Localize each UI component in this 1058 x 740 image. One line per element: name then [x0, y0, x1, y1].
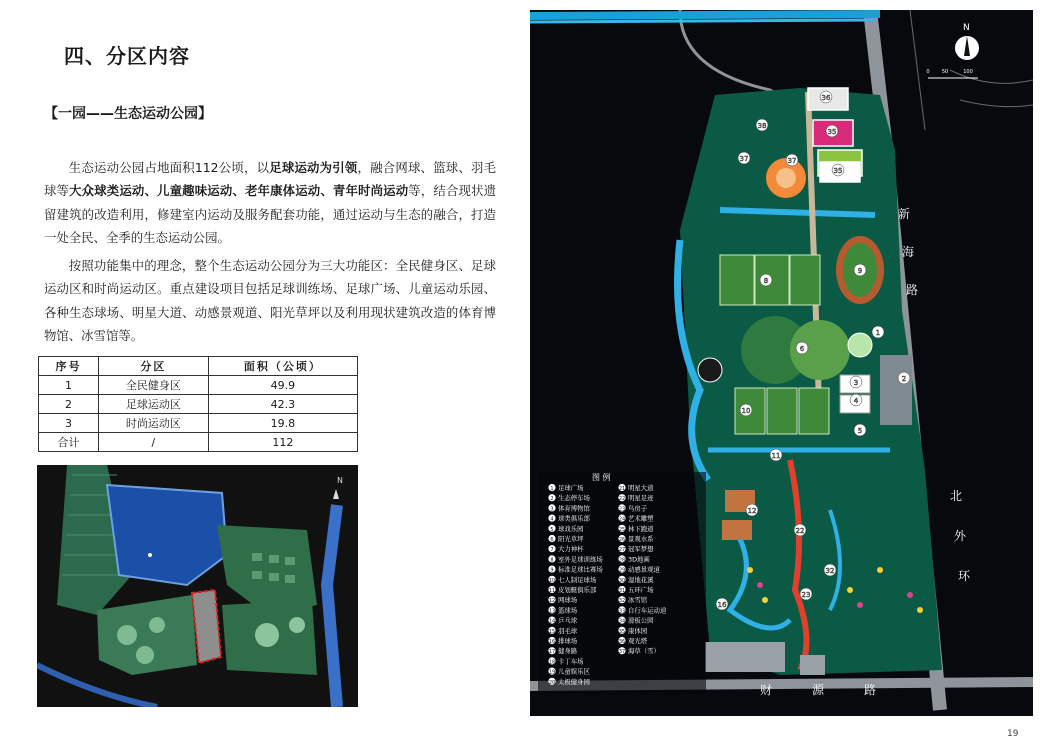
- map-label: 10: [741, 407, 751, 415]
- map-label: 8: [763, 277, 769, 285]
- page-number: 19: [1007, 729, 1019, 739]
- legend-number: 13: [548, 608, 556, 615]
- legend-number: 34: [618, 618, 626, 625]
- cell-zone: 足球运动区: [99, 395, 209, 414]
- masterplan-image: [530, 10, 1033, 716]
- body-text: 按照功能集中的理念，整个生态运动公园分为三大功能区：全民健身区、足球运动区和时尚运动区。重点建设项目包括足球训练场、足球广场、儿童运动乐园、各种生态球场、明星大道、动感景观道、阳光草坪以及利用现状建筑改造的体育博物馆、冰雪馆等。: [44, 258, 496, 344]
- map-label: 4: [853, 397, 859, 405]
- col-header-area: 面积（公顷）: [208, 357, 357, 376]
- legend-item: 康体园: [628, 626, 648, 635]
- scale-tick: 100: [963, 69, 973, 75]
- road-label-caiyuan-2: 源: [812, 683, 825, 697]
- legend-number: 6: [550, 537, 554, 543]
- zoning-paragraph: [44, 254, 496, 348]
- scale-tick: 0: [926, 69, 930, 75]
- legend-number: 11: [548, 588, 556, 594]
- table-row: [39, 376, 358, 395]
- table-row: [39, 433, 358, 452]
- legend-item: 网球场: [558, 596, 578, 605]
- legend-number: 2: [550, 496, 554, 503]
- map-label: 22: [795, 527, 805, 535]
- map-label: 2: [901, 375, 907, 383]
- legend-number: 5: [550, 526, 554, 533]
- map-label: 35: [827, 128, 837, 136]
- legend-number: 37: [618, 649, 626, 656]
- map-label: 11: [771, 452, 781, 460]
- road-label-xinhai-1: 新: [898, 207, 911, 221]
- legend-number: 29: [618, 567, 626, 574]
- legend-number: 21: [618, 486, 626, 492]
- legend-item: 健身路: [558, 647, 578, 656]
- legend-number: 31: [618, 588, 626, 594]
- legend-number: 26: [618, 537, 626, 543]
- legend-item: 五环广场: [628, 586, 654, 594]
- table-row: [39, 414, 358, 433]
- legend-item: 海草（雪）: [628, 647, 660, 656]
- legend-number: 23: [618, 506, 626, 513]
- legend-item: 明星足迹: [628, 494, 654, 503]
- legend-number: 19: [548, 669, 556, 676]
- legend-number: 33: [618, 608, 626, 615]
- legend-number: 20: [548, 679, 556, 686]
- map-label: 12: [747, 507, 757, 515]
- road-label-beiwaihuan-1: 北: [950, 489, 963, 503]
- cell-zone: 全民健身区: [99, 376, 209, 395]
- map-label: 38: [757, 122, 767, 130]
- legend-item: 儿童娱乐区: [558, 667, 590, 676]
- map-label: 37: [787, 157, 797, 165]
- legend-number: 9: [550, 567, 554, 574]
- park-subheading: 【一园——生态运动公园】: [44, 106, 212, 122]
- legend-item: 鸟房子: [628, 504, 648, 513]
- legend-item: 3D地画: [628, 555, 650, 564]
- road-label-xinhai-3: 路: [906, 283, 919, 297]
- cell-index: 1: [39, 376, 99, 395]
- legend-item: 滑板公园: [628, 616, 654, 625]
- legend-number: 22: [618, 496, 626, 503]
- map-label: 1: [875, 329, 881, 337]
- location-minimap: [37, 465, 358, 707]
- legend-item: 艺术雕塑: [628, 514, 654, 523]
- cell-area: 19.8: [208, 414, 357, 433]
- legend-item: 观光塔: [628, 637, 648, 645]
- body-text: 等，结合现状遗留建筑的改造利用，修建室内运动及服务配套功能，通过运动与生态的融合，打造一处全民、全季的生态运动公园。: [44, 183, 497, 246]
- masterplan-map: [530, 10, 1033, 716]
- map-label: 32: [825, 567, 835, 575]
- body-text: ，融合网球、篮球、羽毛球等: [44, 160, 496, 199]
- legend-number: 27: [618, 547, 626, 554]
- legend-item: 太极健身园: [558, 677, 590, 686]
- legend-item: 湿地花溪: [628, 575, 654, 584]
- legend-title: 图 例: [592, 473, 611, 482]
- legend-item: 冰雪馆: [628, 596, 648, 605]
- legend-number: 32: [618, 598, 626, 605]
- cell-area: 42.3: [208, 395, 357, 414]
- zone-area-table: [38, 356, 358, 452]
- cell-area: 112: [208, 433, 357, 452]
- cell-zone: 时尚运动区: [99, 414, 209, 433]
- map-label: 5: [857, 427, 863, 435]
- legend-item: 自行车运动道: [628, 606, 667, 615]
- legend-number: 12: [548, 598, 556, 605]
- col-header-index: 序号: [39, 357, 99, 376]
- scale-tick: 50: [941, 69, 949, 75]
- legend-item: 球类俱乐部: [558, 514, 590, 523]
- cell-index: 3: [39, 414, 99, 433]
- emphasis-text: 大众球类运动、儿童趣味运动、老年康体运动、青年时尚运动: [69, 183, 409, 199]
- legend-number: 25: [618, 526, 626, 533]
- legend-item: 冠军梦想: [628, 545, 654, 554]
- legend-number: 8: [550, 557, 554, 564]
- map-label: 16: [717, 601, 727, 609]
- legend-item: 大力神杯: [558, 545, 584, 554]
- legend-item: 生态停车场: [558, 494, 590, 503]
- road-label-caiyuan-3: 路: [864, 683, 877, 697]
- intro-paragraph: [44, 156, 496, 250]
- legend-number: 35: [618, 628, 626, 635]
- legend-item: 足球广场: [558, 484, 584, 492]
- legend-item: 球戏乐园: [558, 524, 584, 533]
- legend-item: 卡丁车场: [558, 657, 584, 666]
- emphasis-text: 足球运动为引领: [269, 160, 358, 175]
- legend-number: 28: [618, 557, 626, 564]
- legend-item: 景观水系: [628, 535, 654, 543]
- legend-item: 排球场: [558, 637, 578, 645]
- map-label: 23: [801, 591, 811, 599]
- map-label: 9: [857, 267, 863, 275]
- legend-item: 乒乓球: [558, 616, 578, 625]
- legend-item: 羽毛球: [558, 626, 578, 635]
- legend-item: 动感景观道: [628, 565, 660, 574]
- legend-item: 林下跑道: [628, 524, 654, 533]
- legend-item: 标准足球比赛场: [558, 565, 603, 574]
- legend-number: 30: [618, 577, 626, 584]
- body-text: 生态运动公园占地面积112公顷，以: [68, 160, 270, 175]
- section-heading: 四、分区内容: [64, 44, 190, 68]
- col-header-zone: 分区: [99, 357, 209, 376]
- map-label: 36: [821, 94, 831, 102]
- minimap-image: [37, 465, 358, 707]
- table-header-row: [39, 357, 358, 376]
- road-label-beiwaihuan-3: 环: [958, 569, 971, 583]
- legend-number: 4: [550, 516, 554, 523]
- legend-number: 16: [548, 639, 556, 645]
- legend-number: 3: [550, 506, 554, 513]
- legend-item: 体育博物馆: [558, 504, 590, 513]
- minimap-north-label: N: [337, 476, 343, 485]
- legend-item: 七人制足球场: [558, 575, 597, 584]
- legend-number: 18: [548, 659, 556, 666]
- cell-index: 合计: [39, 433, 99, 452]
- legend-number: 36: [618, 639, 626, 645]
- map-label: 3: [853, 379, 859, 387]
- legend-number: 17: [548, 649, 556, 656]
- legend-number: 14: [548, 618, 556, 625]
- map-label: 6: [799, 345, 805, 353]
- legend-item: 皮划艇俱乐部: [558, 586, 597, 594]
- cell-area: 49.9: [208, 376, 357, 395]
- map-north-label: N: [963, 23, 970, 33]
- legend-number: 24: [618, 516, 626, 523]
- map-label: 35: [833, 167, 843, 175]
- legend-number: 7: [550, 547, 554, 554]
- legend-number: 1: [550, 486, 554, 492]
- legend-item: 篮球场: [558, 606, 578, 615]
- legend-number: 15: [548, 628, 556, 635]
- road-label-caiyuan-1: 财: [760, 683, 773, 697]
- legend-number: 10: [548, 577, 556, 584]
- table-row: [39, 395, 358, 414]
- road-label-beiwaihuan-2: 外: [954, 529, 967, 543]
- legend-item: 室外足球训练场: [558, 555, 603, 564]
- map-legend: [538, 472, 706, 694]
- legend-item: 阳光草坪: [558, 535, 584, 543]
- road-label-xinhai-2: 海: [902, 245, 915, 259]
- legend-item: 明星大道: [628, 484, 654, 492]
- cell-zone: /: [99, 433, 209, 452]
- map-label: 37: [739, 155, 749, 163]
- cell-index: 2: [39, 395, 99, 414]
